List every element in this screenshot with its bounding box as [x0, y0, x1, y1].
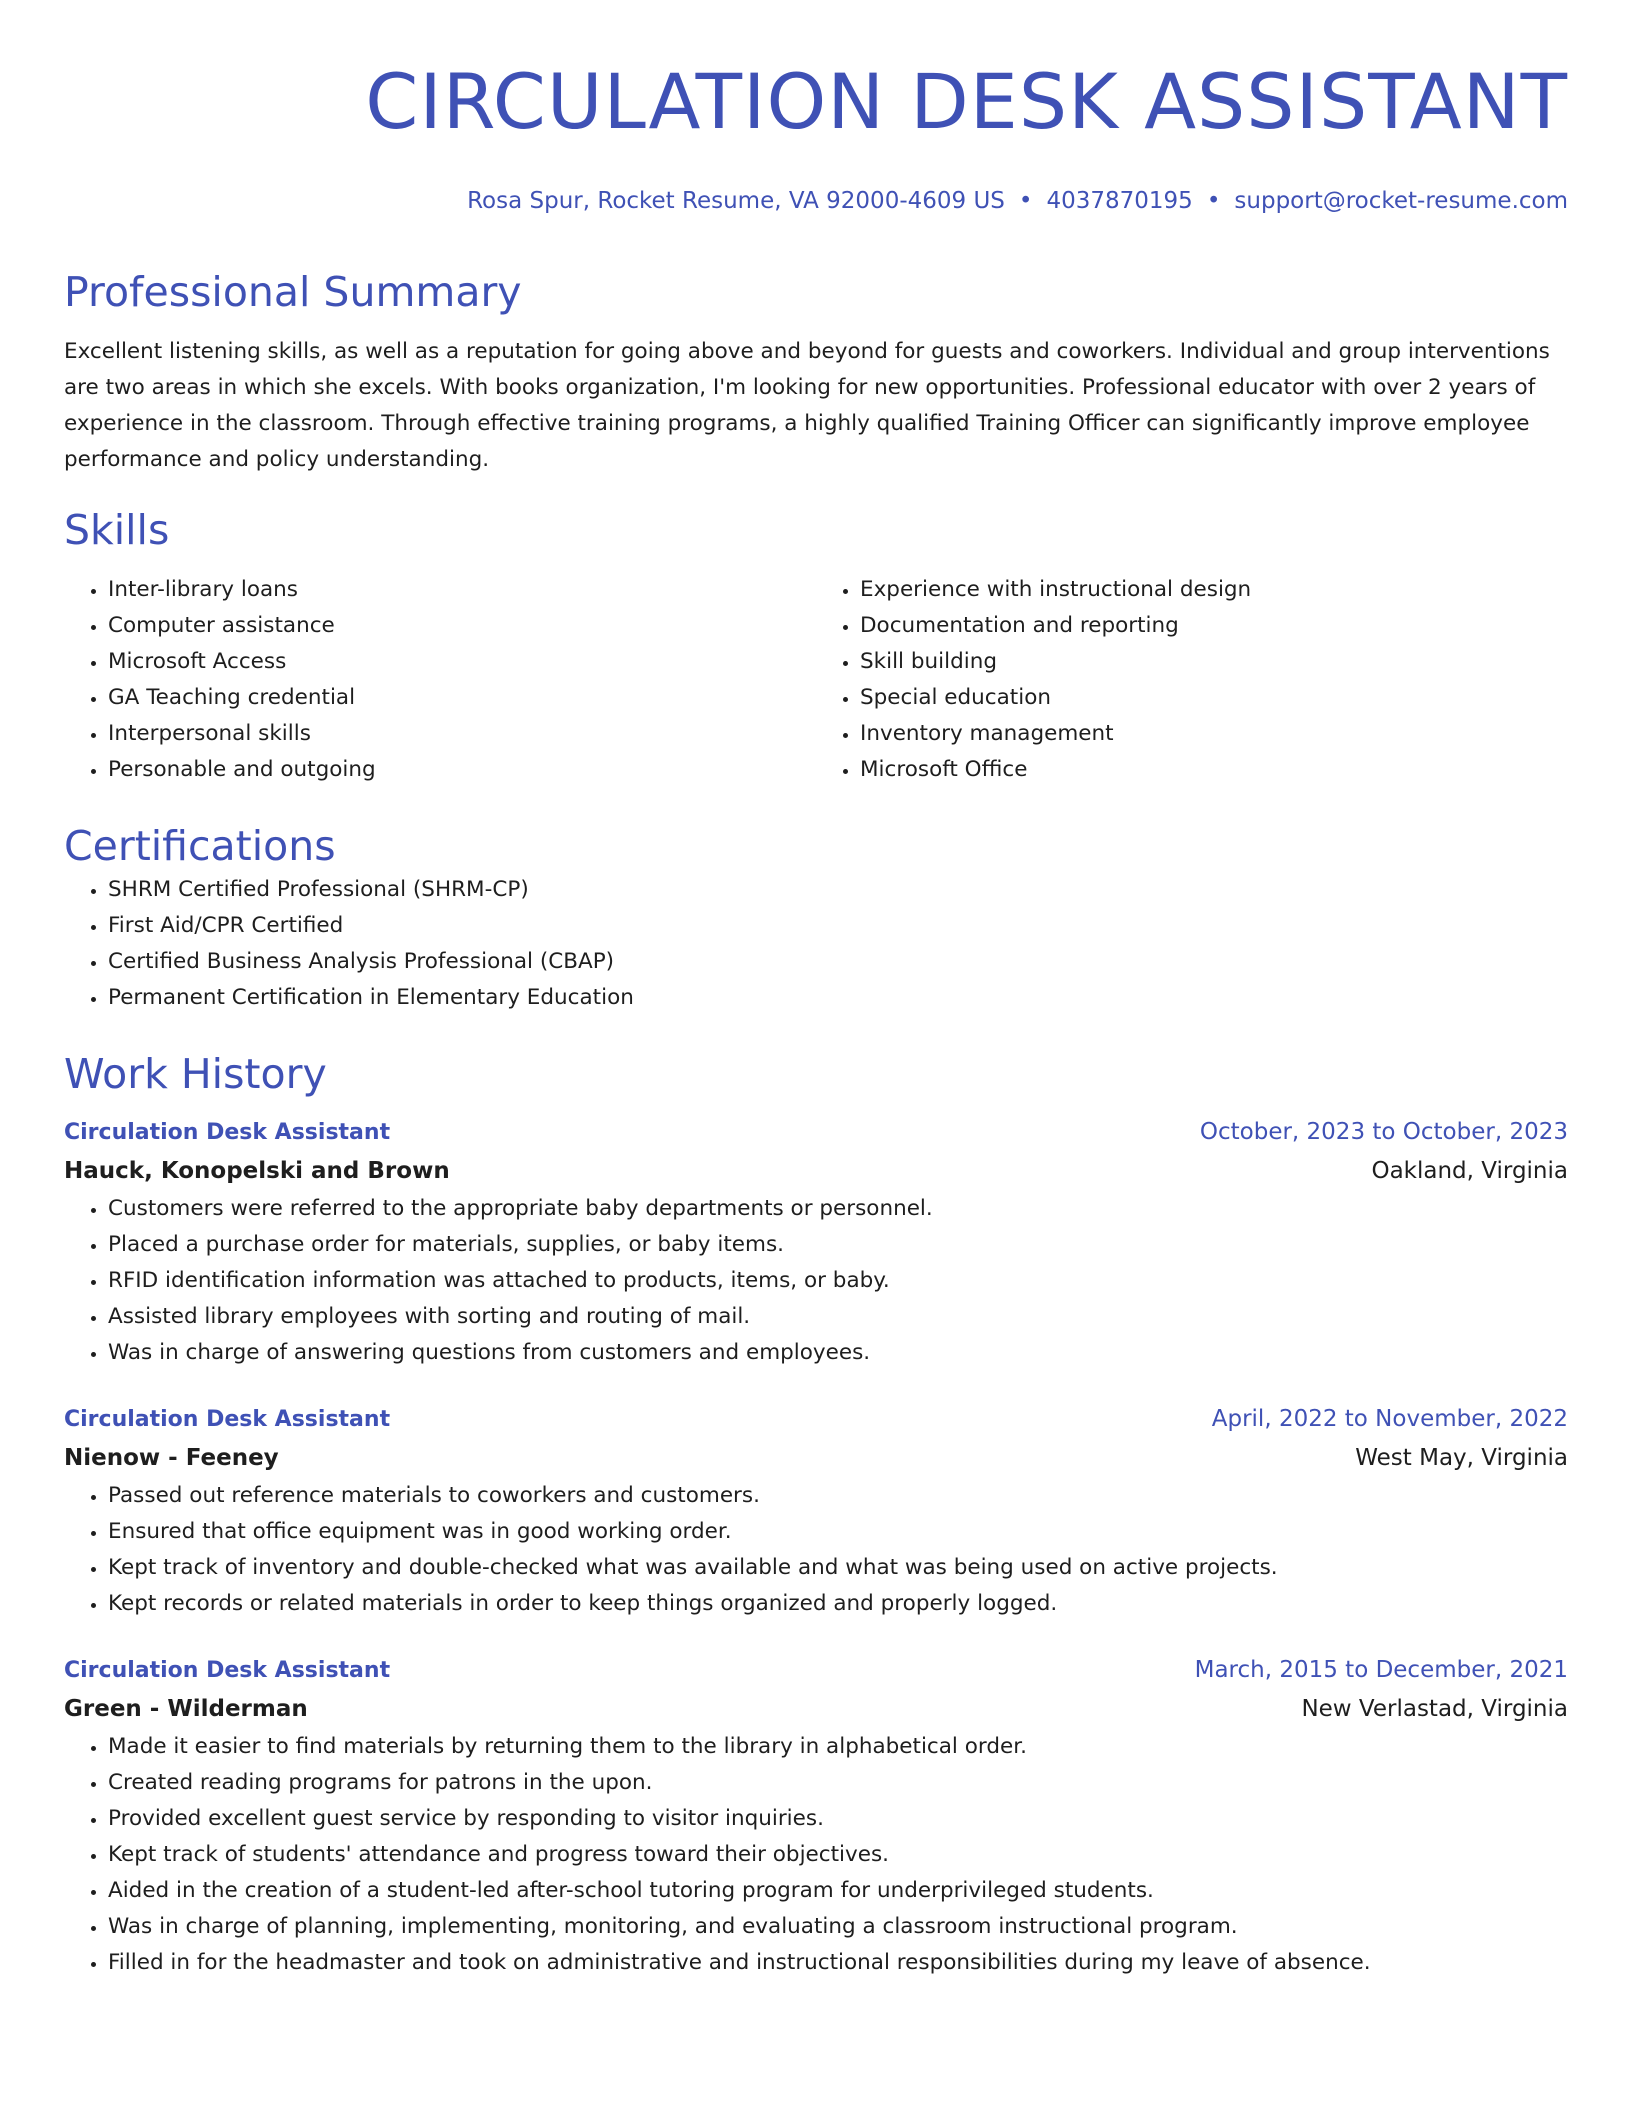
job-header-row	[64, 1114, 1568, 1151]
job-bullet: • Was in charge of answering questions from customers and employees.	[108, 1335, 1568, 1371]
job-entry	[64, 1114, 1568, 1371]
contact-line	[64, 186, 1568, 216]
job-company-row	[64, 1689, 1568, 1729]
job-bullet: • Assisted library employees with sorting and routing of mail.	[108, 1299, 1568, 1335]
job-dates: March, 2015 to December, 2021	[1194, 1657, 1568, 1683]
skill-item: • GA Teaching credential	[108, 680, 816, 716]
contact-separator: •	[1206, 188, 1221, 214]
job-bullet: • Was in charge of planning, implementing, monitoring, and evaluating a classroom instructional program.	[108, 1909, 1568, 1945]
job-title: Circulation Desk Assistant	[64, 1658, 391, 1683]
skills-heading: Skills	[64, 506, 170, 554]
job-bullet: • Kept records or related materials in order to keep things organized and properly logged.	[108, 1586, 1568, 1622]
certification-item: • Permanent Certification in Elementary Education	[108, 980, 1568, 1016]
summary-text: Excellent listening skills, as well as a reputation for going above and beyond for guests and coworkers. Individual and group interventions are two areas in which she excels. With books organization, I'm looking for new opportunities. Professional educator with over 2 years of experience in the classroom. Through effective training programs, a highly qualified Training Officer can significantly improve employee performance and policy understanding.	[64, 339, 1550, 472]
job-company: Nienow - Feeney	[64, 1445, 279, 1471]
contact-email[interactable]: support@rocket-resume.com	[1234, 188, 1568, 214]
job-bullet: • Made it easier to find materials by returning them to the library in alphabetical order.	[108, 1729, 1568, 1765]
job-company-row	[64, 1151, 1568, 1191]
contact-phone: 4037870195	[1046, 188, 1193, 214]
job-location: Oakland, Virginia	[1371, 1158, 1568, 1184]
skill-item: • Experience with instructional design	[860, 572, 1568, 608]
work-history-heading: Work History	[64, 1050, 327, 1098]
job-company: Hauck, Konopelski and Brown	[64, 1158, 450, 1184]
job-bullet: • Filled in for the headmaster and took on administrative and instructional responsibilities during my leave of absence.	[108, 1945, 1568, 1981]
job-title: Circulation Desk Assistant	[64, 1120, 391, 1145]
skills-columns	[64, 572, 1568, 788]
job-company: Green - Wilderman	[64, 1696, 308, 1722]
job-bullet: • Ensured that office equipment was in good working order.	[108, 1514, 1568, 1550]
skill-item: • Documentation and reporting	[860, 608, 1568, 644]
job-bullet: • Placed a purchase order for materials, supplies, or baby items.	[108, 1227, 1568, 1263]
job-company-row	[64, 1438, 1568, 1478]
certification-item: • SHRM Certified Professional (SHRM-CP)	[108, 872, 1568, 908]
job-bullet: • Passed out reference materials to coworkers and customers.	[108, 1478, 1568, 1514]
job-bullets	[64, 1191, 1568, 1371]
skill-item: • Inter-library loans	[108, 572, 816, 608]
skill-item: • Computer assistance	[108, 608, 816, 644]
summary-heading: Professional Summary	[64, 268, 522, 316]
job-header-row	[64, 1652, 1568, 1689]
job-bullet: • Provided excellent guest service by responding to visitor inquiries.	[108, 1801, 1568, 1837]
skill-item: • Special education	[860, 680, 1568, 716]
job-bullet: • Kept track of inventory and double-checked what was available and what was being used on active projects.	[108, 1550, 1568, 1586]
skills-list-right	[816, 572, 1568, 788]
job-bullet: • Aided in the creation of a student-led after-school tutoring program for underprivileged students.	[108, 1873, 1568, 1909]
job-title: Circulation Desk Assistant	[64, 1407, 391, 1432]
job-bullet: • RFID identification information was attached to products, items, or baby.	[108, 1263, 1568, 1299]
certifications-heading: Certifications	[64, 822, 336, 870]
job-location: West May, Virginia	[1355, 1445, 1568, 1471]
job-bullet: • Kept track of students' attendance and progress toward their objectives.	[108, 1837, 1568, 1873]
skill-item: • Microsoft Access	[108, 644, 816, 680]
job-bullets	[64, 1729, 1568, 1981]
certification-item: • First Aid/CPR Certified	[108, 908, 1568, 944]
job-dates: October, 2023 to October, 2023	[1199, 1119, 1568, 1145]
skills-list-left	[64, 572, 816, 788]
job-header-row	[64, 1401, 1568, 1438]
skill-item: • Interpersonal skills	[108, 716, 816, 752]
contact-separator: •	[1018, 188, 1033, 214]
certification-item: • Certified Business Analysis Professional (CBAP)	[108, 944, 1568, 980]
skill-item: • Microsoft Office	[860, 752, 1568, 788]
skill-item: • Inventory management	[860, 716, 1568, 752]
job-bullets	[64, 1478, 1568, 1622]
resume-page	[64, 0, 1568, 2112]
job-location: New Verlastad, Virginia	[1301, 1696, 1568, 1722]
job-entry	[64, 1652, 1568, 1981]
skill-item: • Skill building	[860, 644, 1568, 680]
skill-item: • Personable and outgoing	[108, 752, 816, 788]
job-dates: April, 2022 to November, 2022	[1211, 1406, 1568, 1432]
resume-title: CIRCULATION DESK ASSISTANT	[365, 57, 1568, 146]
certifications-list	[64, 872, 1568, 1016]
contact-address: Rosa Spur, Rocket Resume, VA 92000-4609 US	[467, 188, 1005, 214]
job-entry	[64, 1401, 1568, 1622]
job-bullet: • Created reading programs for patrons in the upon.	[108, 1765, 1568, 1801]
job-bullet: • Customers were referred to the appropriate baby departments or personnel.	[108, 1191, 1568, 1227]
